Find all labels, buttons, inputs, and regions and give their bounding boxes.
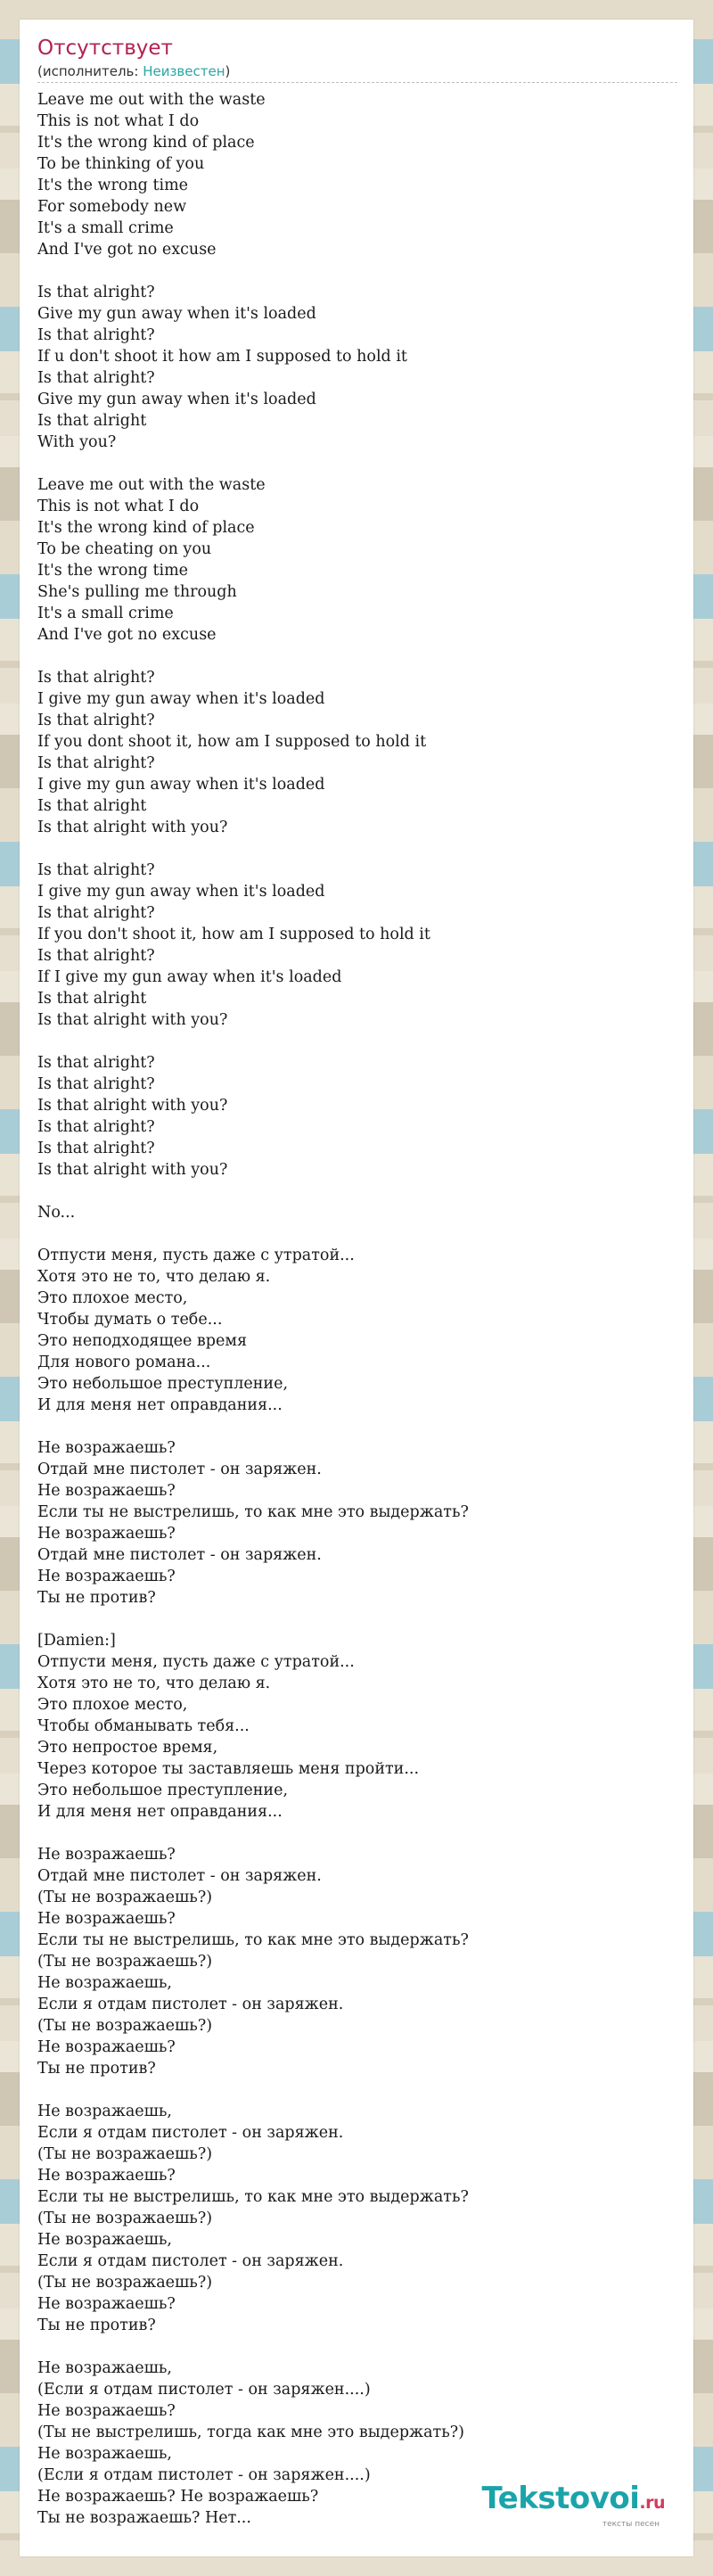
lyric-line: Хотя это не то, что делаю я. [37, 1675, 271, 1692]
lyric-line: Хотя это не то, что делаю я. [37, 1268, 271, 1286]
lyric-line: If I give my gun away when it's loaded [37, 968, 342, 986]
lyric-line: (Ты не возражаешь?) [37, 2274, 213, 2292]
lyric-line: (Ты не возражаешь?) [37, 2145, 213, 2163]
artist-prefix: (исполнитель: [37, 63, 143, 79]
lyric-line [37, 260, 679, 282]
lyric-line [37, 1223, 679, 1245]
lyric-line: (Если я отдам пистолет - он заряжен....) [37, 2381, 371, 2399]
lyric-line [37, 453, 679, 474]
lyric-line: And I've got no excuse [37, 241, 217, 259]
lyric-line [37, 2079, 679, 2101]
lyric-line: Is that alright? [37, 326, 155, 344]
lyric-line: Не возражаешь, [37, 2103, 172, 2120]
lyric-line: Не возражаешь, [37, 1974, 172, 1992]
lyric-line: Is that alright [37, 797, 147, 815]
lyric-line: Is that alright? [37, 861, 155, 879]
lyric-line: Is that alright? [37, 1140, 155, 1157]
logo-tld: .ru [639, 2493, 665, 2513]
lyric-line: Если я отдам пистолет - он заряжен. [37, 2124, 344, 2142]
lyric-line: (Ты не выстрелишь, тогда как мне это выдержать?) [37, 2424, 464, 2441]
lyric-line: Это небольшое преступление, [37, 1782, 289, 1799]
lyric-line: Не возражаешь? [37, 1568, 176, 1585]
lyric-line: Отдай мне пистолет - он заряжен. [37, 1546, 322, 1564]
lyric-line: Is that alright? [37, 754, 155, 772]
lyric-line: Is that alright? [37, 1118, 155, 1136]
lyric-line [37, 646, 679, 667]
lyric-line: Is that alright? [37, 369, 155, 387]
lyric-line: Не возражаешь? [37, 1482, 176, 1500]
lyric-line: Is that alright with you? [37, 1011, 228, 1029]
lyric-line: Is that alright? [37, 712, 155, 729]
lyric-line: And I've got no excuse [37, 626, 217, 644]
logo-wordmark [482, 2482, 666, 2519]
artist-suffix: ) [225, 63, 231, 79]
lyric-line [37, 1416, 679, 1437]
lyric-line: For somebody new [37, 198, 187, 216]
lyric-line: Не возражаешь, [37, 2359, 172, 2377]
lyric-line: Не возражаешь? Не возражаешь? [37, 2488, 319, 2506]
lyric-line: This is not what I do [37, 498, 200, 515]
lyric-line [37, 838, 679, 860]
artist-link[interactable]: Неизвестен [143, 63, 225, 79]
lyric-line [37, 1181, 679, 1202]
lyric-line: Give my gun away when it's loaded [37, 391, 316, 408]
lyric-line: Если ты не выстрелишь, то как мне это выдержать? [37, 1503, 469, 1521]
lyric-line: Is that alright [37, 990, 147, 1008]
lyric-line: I give my gun away when it's loaded [37, 883, 325, 901]
page-title: Отсутствует [37, 37, 173, 60]
lyric-line: It's a small crime [37, 605, 174, 622]
lyric-line: Для нового романа... [37, 1354, 211, 1371]
site-logo[interactable] [482, 2482, 666, 2530]
lyric-line: I give my gun away when it's loaded [37, 776, 325, 794]
lyric-line: Is that alright? [37, 669, 155, 687]
lyric-line: If u don't shoot it how am I supposed to hold it [37, 348, 407, 366]
lyric-line: (Ты не возражаешь?) [37, 2210, 213, 2227]
lyric-line: Не возражаешь? [37, 1525, 176, 1543]
lyric-line: Ты не против? [37, 2317, 156, 2334]
lyrics-text [37, 89, 679, 2529]
lyric-line: Is that alright [37, 412, 147, 430]
lyric-line: Не возражаешь? [37, 2167, 176, 2185]
lyric-line: И для меня нет оправдания... [37, 1803, 283, 1821]
lyric-line: If you don't shoot it, how am I supposed to hold it [37, 926, 430, 943]
lyric-line: Ты не против? [37, 1589, 156, 1607]
lyric-line: Отдай мне пистолет - он заряжен. [37, 1867, 322, 1885]
lyric-line: Не возражаешь, [37, 2231, 172, 2249]
lyric-line: Это плохое место, [37, 1696, 188, 1714]
lyric-line: Is that alright? [37, 1054, 155, 1072]
lyric-line: Чтобы думать о тебе... [37, 1311, 223, 1329]
lyric-line: To be cheating on you [37, 540, 212, 558]
lyric-line: Если я отдам пистолет - он заряжен. [37, 1996, 344, 2013]
lyric-line: Если ты не выстрелишь, то как мне это выдержать? [37, 2188, 469, 2206]
lyric-line: Если ты не выстрелишь, то как мне это выдержать? [37, 1931, 469, 1949]
lyric-line: If you dont shoot it, how am I supposed to hold it [37, 733, 427, 751]
lyric-line: Leave me out with the waste [37, 476, 266, 494]
lyric-line: Если я отдам пистолет - он заряжен. [37, 2252, 344, 2270]
lyric-line: Is that alright? [37, 947, 155, 965]
lyric-line: Не возражаешь? [37, 1439, 176, 1457]
lyric-line: И для меня нет оправдания... [37, 1396, 283, 1414]
lyric-line: Чтобы обманывать тебя... [37, 1717, 250, 1735]
lyric-line: Ты не против? [37, 2060, 156, 2078]
lyric-line: Не возражаешь? [37, 2295, 176, 2313]
lyric-line: Отпусти меня, пусть даже с утратой... [37, 1247, 355, 1264]
lyric-line: She's pulling me through [37, 583, 237, 601]
lyric-line: Is that alright with you? [37, 819, 228, 836]
lyric-line: Это небольшое преступление, [37, 1375, 289, 1393]
lyric-line: It's a small crime [37, 219, 174, 237]
lyric-line: Ты не возражаешь? Нет... [37, 2509, 251, 2527]
lyric-line: Не возражаешь? [37, 1846, 176, 1864]
lyric-line: Не возражаешь? [37, 1910, 176, 1928]
lyric-line: I give my gun away when it's loaded [37, 690, 325, 708]
lyric-line [37, 2336, 679, 2358]
lyric-line: Это неподходящее время [37, 1332, 247, 1350]
logo-name: Tekstovoi [481, 2481, 640, 2516]
lyric-line: Не возражаешь? [37, 2402, 176, 2420]
lyric-line: It's the wrong time [37, 562, 189, 580]
lyric-line: Отпусти меня, пусть даже с утратой... [37, 1653, 355, 1671]
lyric-line [37, 1823, 679, 1844]
lyric-line: Is that alright with you? [37, 1097, 228, 1115]
lyric-line: With you? [37, 433, 117, 451]
lyric-line: (Ты не возражаешь?) [37, 1953, 213, 1971]
lyric-line: Отдай мне пистолет - он заряжен. [37, 1461, 322, 1478]
lyric-line: Не возражаешь? [37, 2038, 176, 2056]
lyric-line: Это непростое время, [37, 1739, 218, 1757]
lyric-line: (Ты не возражаешь?) [37, 1889, 213, 1906]
lyric-line: Не возражаешь, [37, 2445, 172, 2463]
lyric-line: Is that alright? [37, 1075, 155, 1093]
lyric-line: Это плохое место, [37, 1289, 188, 1307]
lyric-line: (Ты не возражаешь?) [37, 2017, 213, 2035]
lyric-line: (Если я отдам пистолет - он заряжен....) [37, 2466, 371, 2484]
logo-tagline: тексты песен [602, 2520, 660, 2529]
lyrics-page [20, 20, 693, 2556]
artist-line [37, 62, 677, 83]
lyric-line: It's the wrong kind of place [37, 519, 255, 537]
lyric-line: Give my gun away when it's loaded [37, 305, 316, 323]
lyric-line: [Damien:] [37, 1632, 116, 1650]
lyric-line: Is that alright? [37, 904, 155, 922]
lyric-line: Leave me out with the waste [37, 91, 266, 109]
lyric-line: It's the wrong kind of place [37, 134, 255, 152]
lyric-line: It's the wrong time [37, 177, 189, 194]
lyric-line: Is that alright with you? [37, 1161, 228, 1179]
lyric-line: Is that alright? [37, 284, 155, 301]
lyric-line [37, 1609, 679, 1630]
lyric-line: To be thinking of you [37, 155, 205, 173]
lyric-line: Через которое ты заставляешь меня пройти... [37, 1760, 420, 1778]
lyric-line: This is not what I do [37, 112, 200, 130]
lyric-line [37, 1031, 679, 1052]
lyric-line: No... [37, 1204, 76, 1222]
